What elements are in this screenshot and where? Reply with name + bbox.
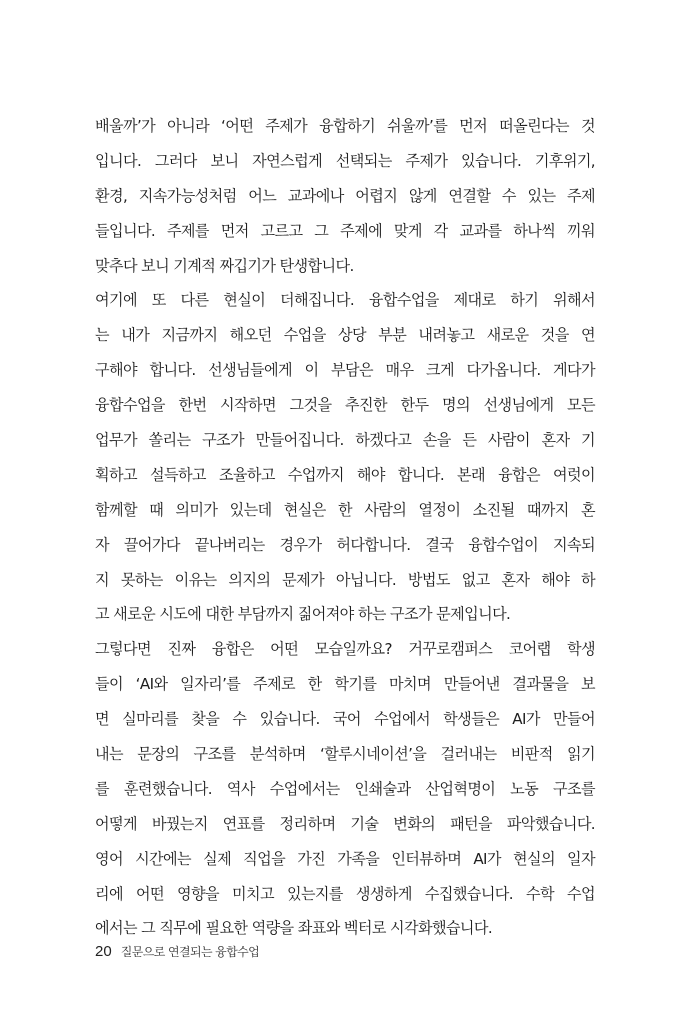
text-line: 융합수업을 한번 시작하면 그것을 추진한 한두 명의 선생님에게 모든 (95, 396, 595, 415)
text-line: 지 못하는 이유는 의지의 문제가 아닙니다. 방법도 없고 혼자 해야 하 (95, 570, 595, 589)
text-line: 획하고 설득하고 조율하고 수업까지 해야 합니다. 본래 융합은 여럿이 (95, 465, 595, 484)
text-line: 에서는 그 직무에 필요한 역량을 좌표와 벡터로 시각화했습니다. (95, 919, 493, 938)
text-line: 는 내가 지금까지 해오던 수업을 상당 부분 내려놓고 새로운 것을 연 (95, 326, 595, 345)
text-line: 함께할 때 의미가 있는데 현실은 한 사람의 열정이 소진될 때까지 혼 (95, 500, 595, 519)
text-line: 고 새로운 시도에 대한 부담까지 짊어져야 하는 구조가 문제입니다. (95, 605, 511, 624)
text-line: 업무가 쏠리는 구조가 만들어집니다. 하겠다고 손을 든 사람이 혼자 기 (95, 431, 595, 450)
text-line: 들이 ‘AI와 일자리’를 주제로 한 학기를 마치며 만들어낸 결과물을 보 (95, 675, 595, 694)
text-line: 맞추다 보니 기계적 짜깁기가 탄생합니다. (95, 256, 354, 275)
text-line: 들입니다. 주제를 먼저 고르고 그 주제에 맞게 각 교과를 하나씩 끼워 (95, 221, 595, 240)
text-line: 를 훈련했습니다. 역사 수업에서는 인쇄술과 산업혁명이 노동 구조를 (95, 779, 595, 798)
text-line: 자 끌어가다 끝나버리는 경우가 허다합니다. 결국 융합수업이 지속되 (95, 535, 595, 554)
text-line: 환경, 지속가능성처럼 어느 교과에나 어렵지 않게 연결할 수 있는 주제 (95, 186, 595, 205)
text-line: 리에 어떤 영향을 미치고 있는지를 생생하게 수집했습니다. 수학 수업 (95, 884, 595, 903)
text-line: 어떻게 바꿨는지 연표를 정리하며 기술 변화의 패턴을 파악했습니다. (95, 814, 595, 833)
text-line: 입니다. 그러다 보니 자연스럽게 선택되는 주제가 있습니다. 기후위기, (95, 151, 595, 170)
text-line: 배울까’가 아니라 ‘어떤 주제가 융합하기 쉬울까’를 먼저 떠올린다는 것 (95, 117, 595, 135)
body-text (95, 116, 595, 953)
text-line: 면 실마리를 찾을 수 있습니다. 국어 수업에서 학생들은 AI가 만들어 (95, 710, 595, 729)
text-line: 여기에 또 다른 현실이 더해집니다. 융합수업을 제대로 하기 위해서 (95, 291, 595, 310)
page-number: 20 (95, 943, 112, 960)
running-title: 질문으로 연결되는 융합수업 (120, 945, 260, 959)
text-line: 구해야 합니다. 선생님들에게 이 부담은 매우 크게 다가옵니다. 게다가 (95, 361, 595, 380)
text-line: 그렇다면 진짜 융합은 어떤 모습일까요? 거꾸로캠퍼스 코어랩 학생 (95, 640, 595, 659)
text-line: 영어 시간에는 실제 직업을 가진 가족을 인터뷰하며 AI가 현실의 일자 (95, 849, 595, 868)
page-footer (95, 940, 259, 962)
text-line: 내는 문장의 구조를 분석하며 ‘할루시네이션’을 걸러내는 비판적 읽기 (95, 745, 595, 764)
